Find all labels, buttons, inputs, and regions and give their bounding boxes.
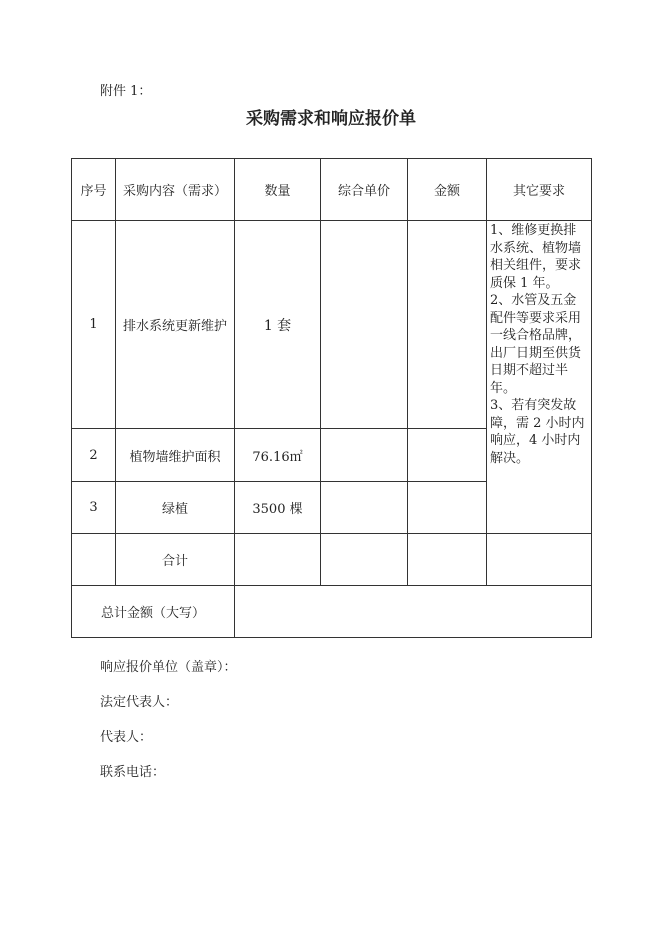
- requirement-item: 2、水管及五金配件等要求采用一线合格品牌，出厂日期至供货日期不超过半年。: [490, 293, 582, 396]
- row-no: 2: [72, 429, 116, 482]
- header-cell-amount: 金额: [408, 159, 487, 221]
- row-unit-price[interactable]: [321, 482, 408, 534]
- row-unit-price[interactable]: [321, 429, 408, 482]
- row-amount[interactable]: [408, 221, 487, 429]
- subtotal-other-cell: [487, 534, 592, 586]
- quote-table: [71, 158, 592, 638]
- header-cell-other: 其它要求: [487, 159, 592, 221]
- row-content: 排水系统更新维护: [116, 221, 235, 429]
- row-amount[interactable]: [408, 482, 487, 534]
- header-cell-unit-price: 综合单价: [321, 159, 408, 221]
- row-quantity: 3500 棵: [235, 482, 321, 534]
- header-cell-quantity: 数量: [235, 159, 321, 221]
- subtotal-label: 合计: [116, 534, 235, 586]
- row-quantity: 1 套: [235, 221, 321, 429]
- row-content: 绿植: [116, 482, 235, 534]
- row-quantity: 76.16㎡: [235, 429, 321, 482]
- subtotal-no-cell: [72, 534, 116, 586]
- row-no: 3: [72, 482, 116, 534]
- phone-label: 联系电话：: [100, 765, 166, 780]
- legal-rep-label: 法定代表人：: [100, 695, 179, 710]
- row-no: 1: [72, 221, 116, 429]
- total-label: 总计金额（大写）: [72, 586, 235, 638]
- row-unit-price[interactable]: [321, 221, 408, 429]
- table-header-row: [72, 159, 592, 221]
- header-cell-content: 采购内容（需求）: [116, 159, 235, 221]
- table-row: [72, 221, 592, 429]
- annex-label: 附件 1：: [100, 84, 152, 99]
- document-title: 采购需求和响应报价单: [246, 109, 416, 129]
- total-row: [72, 586, 592, 638]
- subtotal-amount-cell[interactable]: [408, 534, 487, 586]
- subtotal-unit-price-cell[interactable]: [321, 534, 408, 586]
- other-requirements-cell: [487, 221, 592, 534]
- header-cell-no: 序号: [72, 159, 116, 221]
- requirement-item: 1、维修更换排水系统、植物墙相关组件，要求质保 1 年。: [490, 223, 582, 291]
- subtotal-row: [72, 534, 592, 586]
- subtotal-quantity-cell: [235, 534, 321, 586]
- requirement-item: 3、若有突发故障，需 2 小时内响应，4 小时内解决。: [490, 398, 585, 466]
- rep-label: 代表人：: [100, 730, 153, 745]
- total-value-cell[interactable]: [235, 586, 592, 638]
- row-content: 植物墙维护面积: [116, 429, 235, 482]
- row-amount[interactable]: [408, 429, 487, 482]
- bidder-label: 响应报价单位（盖章）：: [100, 660, 237, 675]
